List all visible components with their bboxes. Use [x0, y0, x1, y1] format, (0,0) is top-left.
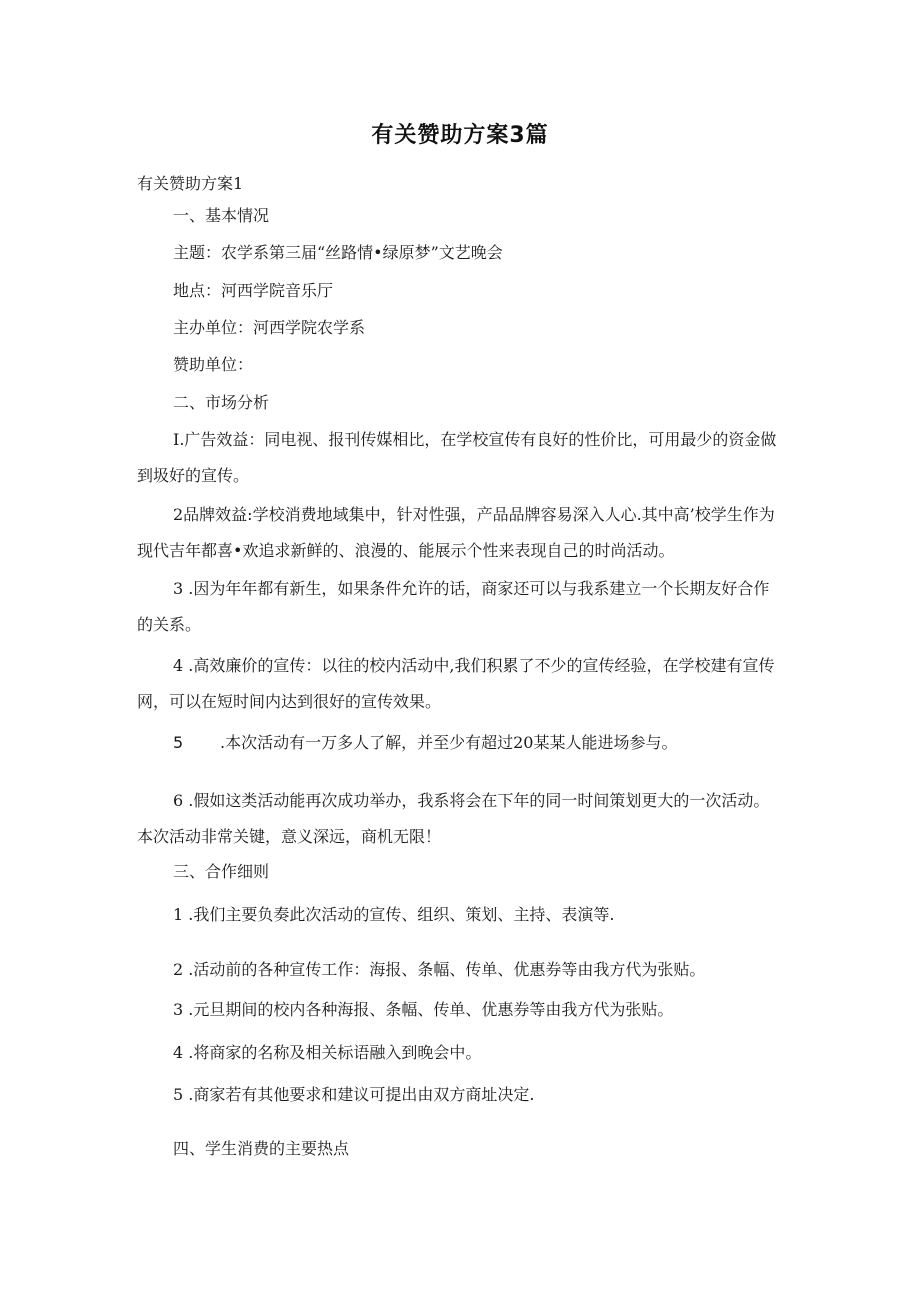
section-heading-market-analysis: 二、市场分析	[173, 393, 270, 412]
section-heading-student-consumption: 四、学生消费的主要热点	[173, 1139, 350, 1158]
market-paragraph-4: 4 .高效廉价的宣传：以往的校内活动中,我们积累了不少的宣传经验，在学校建有宣传网，可以在短时间内达到很好的宣传效果。	[137, 656, 775, 711]
cooperation-item-1: 1 .我们主要负奏此次活动的宣传、组织、策划、主持、表演等.	[173, 905, 615, 924]
cooperation-item-3: 3 .元旦期间的校内各种海报、条幅、传单、优惠券等由我方代为张贴。	[173, 1000, 674, 1019]
theme-line: 主题：农学系第三届“丝路情•绿原梦”文艺晚会	[173, 243, 503, 262]
market-paragraph-5-text: .本次活动有一万多人了解，并至少有超过20某某人能进场参与。	[220, 733, 678, 752]
cooperation-item-5: 5 .商家若有其他要求和建议可提出由双方商址决定.	[173, 1085, 535, 1104]
market-paragraph-6: 6 .假如这类活动能再次成功举办，我系将会在下年的同一时间策划更大的一次活动。本次活动非常关键，意义深远，商机无限！	[137, 791, 770, 846]
market-paragraph-1: I.广告效益：同电视、报刊传媒相比，在学校宣传有良好的性价比，可用最少的资金做到圾好的宣传。	[137, 430, 777, 485]
sponsor-line: 赞助单位：	[173, 355, 254, 374]
paragraph-5-num: 5	[173, 733, 184, 752]
section-heading-basic-info: 一、基本情况	[173, 206, 270, 225]
market-paragraph-2: 2品牌效益:学校消费地域集中，针对性强，产品品牌容易深入人心.其中高’校学生作为现代吉年都喜•欢追求新鲜的、浪漫的、能展示个性来表现自己的时尚活动。	[137, 505, 775, 560]
cooperation-item-4: 4 .将商家的名称及相关标语融入到晚会中。	[173, 1043, 482, 1062]
document-title: 有关赞助方案3篇	[371, 123, 549, 148]
section-heading-cooperation: 三、合作细则	[173, 862, 270, 881]
host-line: 主办单位：河西学院农学系	[173, 318, 366, 337]
document-subtitle: 有关赞助方案1	[137, 174, 244, 193]
market-paragraph-5-number	[173, 733, 183, 753]
cooperation-item-2: 2 .活动前的各种宣传工作：海报、条幅、传单、优惠券等由我方代为张贴。	[173, 960, 706, 979]
market-paragraph-3: 3 .因为年年都有新生，如果条件允许的话，商家还可以与我系建立一个长期友好合作的关系。	[137, 579, 770, 634]
place-line: 地点：河西学院音乐厅	[173, 281, 334, 300]
